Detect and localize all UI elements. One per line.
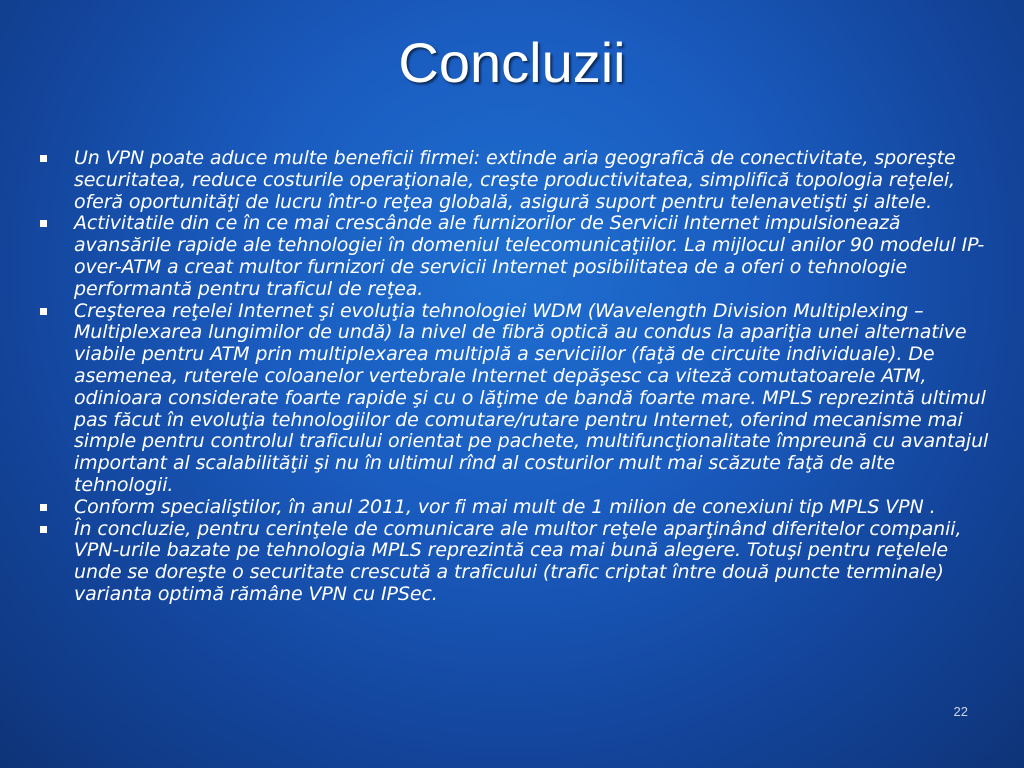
- bullet-text: În concluzie, pentru cerinţele de comunicare ale multor reţele aparţinând diferitelor companii, VPN-urile bazate pe tehnologia MPLS reprezintă cea mai bună alegere. Totuşi pentru reţelele unde se doreşte o securitate crescută a traficului (trafic criptat între două puncte terminale) varianta optimă rămâne VPN cu IPSec.: [74, 517, 962, 605]
- bullet-item: [36, 148, 990, 213]
- square-bullet-icon: [40, 155, 47, 162]
- bullet-item: [36, 301, 990, 497]
- slide-number: 22: [953, 704, 968, 719]
- square-bullet-icon: [40, 526, 47, 533]
- bullet-item: [36, 213, 990, 300]
- square-bullet-icon: [40, 504, 47, 511]
- bullet-list: [36, 148, 990, 606]
- square-bullet-icon: [40, 220, 47, 227]
- bullet-item: [36, 519, 990, 606]
- bullet-text: Conform specialiştilor, în anul 2011, vor fi mai mult de 1 milion de conexiuni tip MPLS VPN .: [74, 495, 936, 518]
- bullet-text: Creşterea reţelei Internet şi evoluţia tehnologiei WDM (Wavelength Division Multiplexing – Multiplexarea lungimilor de undă) la nivel de fibră optică au condus la apariţia unei alternative viabile pentru ATM prin multiplexarea multiplă a serviciilor (faţă de circuite individuale). De asemenea, ruterele coloanelor vertebrale Internet depăşesc ca viteză comutatoarele ATM, odinioara considerate foarte rapide şi cu o lăţime de bandă foarte mare. MPLS reprezintă ultimul pas făcut în evoluţia tehnologiilor de comutare/rutare pentru Internet, oferind mecanisme mai simple pentru controlul traficului orientat pe pachete, multifuncţionalitate împreună cu avantajul important al scalabilităţii şi nu în ultimul rînd al costurilor mult mai scăzute faţă de alte tehnologii.: [74, 299, 989, 496]
- bullet-text: Activitatile din ce în ce mai crescânde ale furnizorilor de Servicii Internet impulsionează avansările rapide ale tehnologiei în domeniul telecomunicaţiilor. La mijlocul anilor 90 modelul IP-over-ATM a creat multor furnizori de servicii Internet posibilitatea de a oferi o tehnologie performantă pentru traficul de reţea.: [74, 212, 985, 300]
- bullet-text: Un VPN poate aduce multe beneficii firmei: extinde aria geografică de conectivitate, sporeşte securitatea, reduce costurile operaţionale, creşte productivitatea, simplifică topologia reţelei, oferă oportunităţi de lucru într-o reţea globală, asigură suport pentru telenavetişti şi altele.: [74, 147, 956, 213]
- bullet-item: [36, 497, 990, 519]
- slide-title: Concluzii: [398, 31, 626, 94]
- square-bullet-icon: [40, 308, 47, 315]
